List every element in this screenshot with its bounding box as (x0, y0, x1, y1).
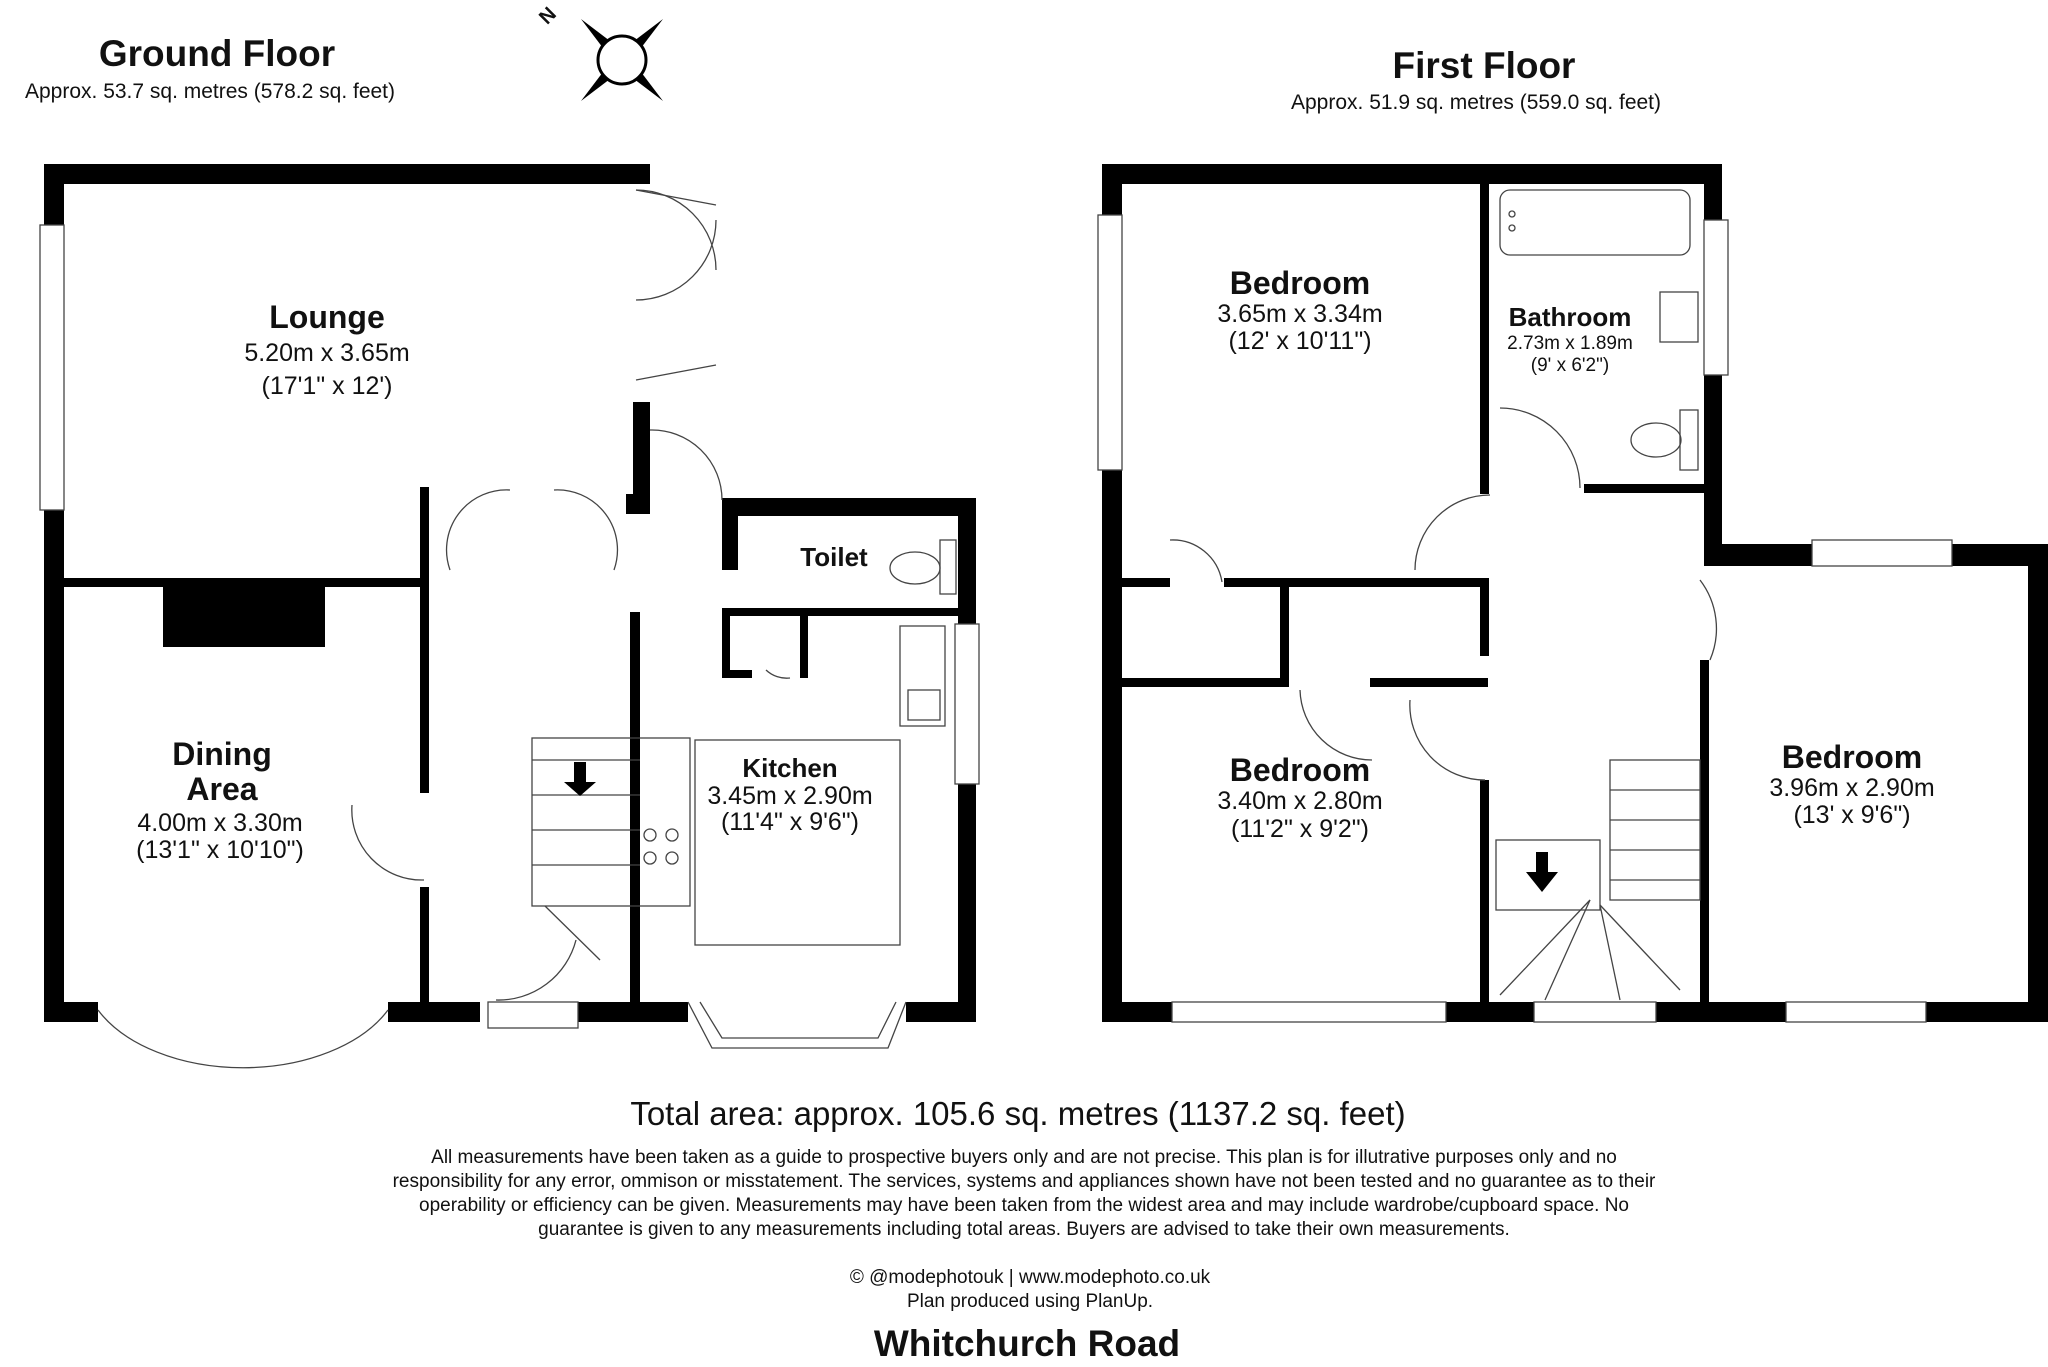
stairs-down-arrow-icon (564, 762, 596, 796)
ground-floor-stairs (532, 738, 690, 960)
room-name-dining-2: Area (186, 771, 258, 807)
compass-north-label: N (535, 3, 561, 29)
disclaimer-line-3: operability or efficiency can be given. Measurements may have been taken from the widest area and may include wardrobe/cupboard space. No (419, 1195, 1629, 1216)
room-name-toilet: Toilet (800, 542, 868, 572)
room-dim-dining-ft: (13'1" x 10'10") (136, 836, 304, 864)
first-floor-title: First Floor (1392, 45, 1576, 86)
room-name-lounge: Lounge (269, 299, 385, 335)
room-dim-lounge-ft: (17'1" x 12') (261, 372, 393, 400)
room-dim-lounge-m: 5.20m x 3.65m (244, 339, 410, 367)
room-name-bedroom-3: Bedroom (1781, 739, 1923, 775)
ground-floor-plan (40, 164, 979, 1068)
compass-rose-icon (540, 0, 704, 142)
room-dim-bedroom-3-ft: (13' x 9'6") (1793, 801, 1911, 829)
address-title: Whitchurch Road (873, 1323, 1181, 1364)
first-floor-stairs (1496, 760, 1700, 1000)
basin-icon (1660, 292, 1698, 342)
disclaimer-line-2: responsibility for any error, ommison or misstatement. The services, systems and appliances shown have not been tested and no guarantee as to their (392, 1171, 1656, 1192)
room-name-bedroom-2: Bedroom (1229, 752, 1371, 788)
toilet-icon-first (1631, 423, 1681, 457)
credit-line-2: Plan produced using PlanUp. (906, 1291, 1154, 1312)
room-dim-kitchen-m: 3.45m x 2.90m (707, 782, 873, 810)
ground-floor-title: Ground Floor (98, 33, 336, 74)
room-dim-bedroom-3-m: 3.96m x 2.90m (1769, 774, 1935, 802)
room-name-bedroom-1: Bedroom (1229, 265, 1371, 301)
room-name-kitchen: Kitchen (742, 753, 838, 783)
room-dim-bedroom-2-m: 3.40m x 2.80m (1217, 787, 1383, 815)
bathtub-icon (1500, 190, 1690, 255)
disclaimer-line-4: guarantee is given to any measurements including total areas. Buyers are advised to take their own measurements. (538, 1219, 1510, 1240)
room-dim-bedroom-2-ft: (11'2" x 9'2") (1230, 815, 1370, 843)
credit-line-1: © @modephotouk | www.modephoto.co.uk (849, 1267, 1211, 1288)
room-dim-bedroom-1-m: 3.65m x 3.34m (1217, 300, 1383, 328)
room-name-bathroom: Bathroom (1508, 302, 1632, 332)
room-dim-bedroom-1-ft: (12' x 10'11") (1228, 327, 1372, 355)
ground-floor-area: Approx. 53.7 sq. metres (578.2 sq. feet) (24, 80, 396, 103)
total-area: Total area: approx. 105.6 sq. metres (1137.2 sq. feet) (630, 1095, 1406, 1132)
first-floor-area: Approx. 51.9 sq. metres (559.0 sq. feet) (1290, 91, 1662, 114)
room-dim-bathroom-m: 2.73m x 1.89m (1507, 333, 1633, 354)
room-name-dining-1: Dining (172, 736, 272, 772)
room-dim-dining-m: 4.00m x 3.30m (137, 809, 303, 837)
disclaimer-line-1: All measurements have been taken as a guide to prospective buyers only and are not precise. This plan is for illutrative purposes only and no (431, 1147, 1617, 1168)
room-dim-kitchen-ft: (11'4" x 9'6") (720, 808, 860, 836)
room-dim-bathroom-ft: (9' x 6'2") (1530, 355, 1610, 376)
stairs-down-arrow-icon-first (1526, 852, 1558, 892)
toilet-icon (890, 552, 940, 584)
